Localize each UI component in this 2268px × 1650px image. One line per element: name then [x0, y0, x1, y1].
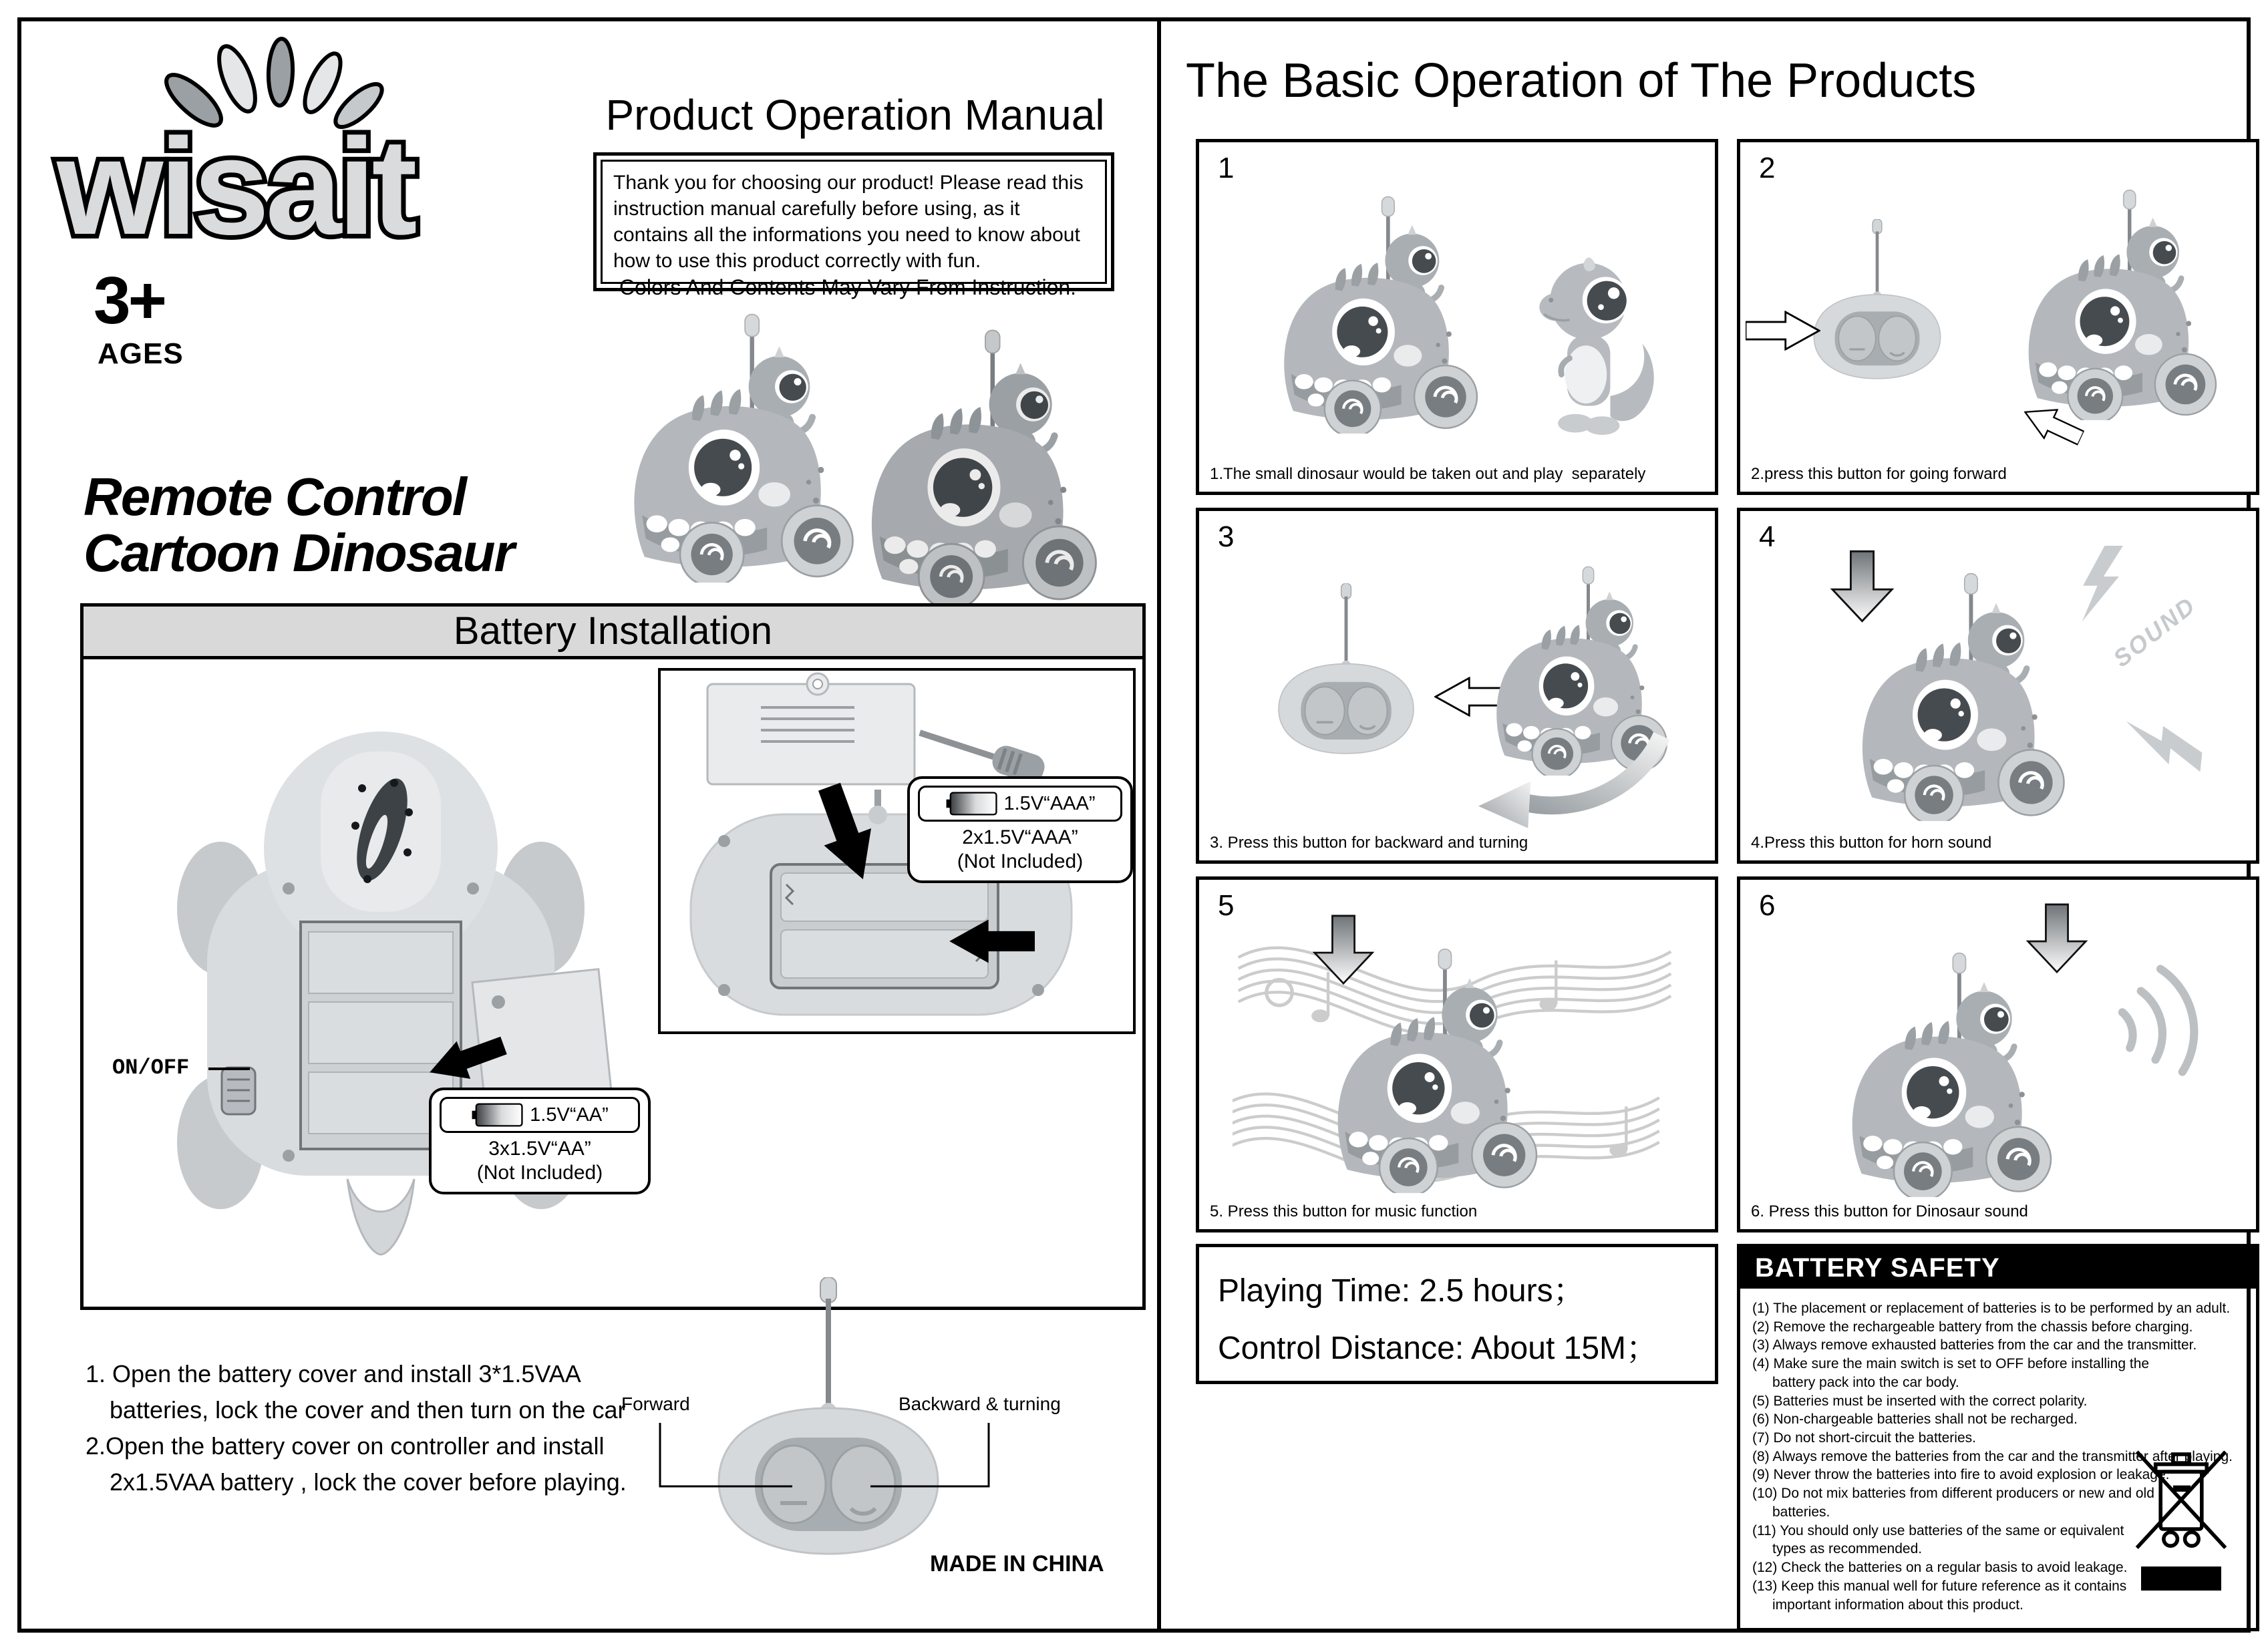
product-title-line1: Remote Control [84, 467, 466, 526]
panel-caption: 3. Press this button for backward and turning [1210, 834, 1528, 852]
battery-safety-item: (2) Remove the rechargeable battery from the chassis before charging. [1752, 1319, 2193, 1335]
product-photo-car-right [858, 329, 1122, 606]
battery-safety-title: BATTERY SAFETY [1740, 1247, 2256, 1289]
remote-illustration [1777, 219, 1977, 385]
age-badge-number: 3+ [94, 263, 165, 338]
panel-caption: 5. Press this button for music function [1210, 1202, 1478, 1220]
operation-panel-3 [1196, 508, 1718, 864]
panel-caption: 6. Press this button for Dinosaur sound [1751, 1202, 2028, 1220]
product-title-line2: Cartoon Dinosaur [84, 523, 514, 583]
panel-caption: 2.press this button for going forward [1751, 465, 2007, 483]
car-battery-label [429, 1088, 651, 1194]
battery-safety-item: (7) Do not short-circuit the batteries. [1752, 1430, 1976, 1446]
battery-safety-item: (10) Do not mix batteries from different producers or new and old batteries. [1752, 1486, 2154, 1520]
operation-panel-5 [1196, 876, 1718, 1232]
weee-black-bar [2141, 1566, 2221, 1591]
battery-icon [471, 1103, 523, 1127]
age-badge-label: AGES [98, 337, 184, 370]
panel-number: 1 [1218, 152, 1235, 184]
dino-car-illustration [1840, 952, 2074, 1197]
lightning-bolt-icon [2120, 715, 2205, 774]
forward-label: Forward [621, 1393, 690, 1414]
operation-panel-4 [1737, 508, 2259, 864]
battery-safety-item: (9) Never throw the batteries into fire to avoid explosion or leakage. [1752, 1467, 2170, 1483]
page-divider [1157, 17, 1161, 1633]
battery-safety-item: (13) Keep this manual well for future reference as it contains important information about this product. [1752, 1578, 2127, 1613]
battery-safety-item: (11) You should only use batteries of the same or equivalent types as recommended. [1752, 1522, 2124, 1557]
dino-car-illustration [2017, 189, 2238, 420]
car-battery-quantity: 3x1.5V“AA” [488, 1138, 591, 1160]
car-battery-cell: 1.5V“AA” [530, 1104, 609, 1126]
product-photo-car-left [621, 313, 878, 583]
on-off-label: ON/OFF [112, 1055, 190, 1080]
brand-logo-text: wisait [57, 110, 414, 263]
intro-box [593, 152, 1114, 291]
product-title [84, 469, 514, 581]
small-dinosaur-illustration [1523, 248, 1657, 440]
panel-number: 5 [1218, 889, 1235, 922]
battery-safety-item: (5) Batteries must be inserted with the correct polarity. [1752, 1393, 2088, 1409]
made-in-china: MADE IN CHINA [930, 1551, 1104, 1577]
battery-safety-item: (8) Always remove the batteries from the car and the transmitter after playing. [1752, 1448, 2233, 1464]
battery-installation-title: Battery Installation [84, 607, 1142, 659]
battery-icon [945, 792, 997, 816]
brand-logo [37, 33, 498, 281]
specs-box [1196, 1244, 1718, 1384]
panel-number: 4 [1759, 520, 1776, 553]
battery-safety-item: (1) The placement or replacement of batteries is to be performed by an adult. [1752, 1301, 2231, 1316]
manual-title: Product Operation Manual [605, 91, 1105, 139]
battery-safety-item: (3) Always remove exhausted batteries from the car and the transmitter. [1752, 1337, 2197, 1353]
weee-crossed-bin-icon [2134, 1448, 2228, 1554]
remote-battery-label [907, 776, 1133, 883]
turning-arrow-icon [1463, 725, 1670, 835]
backward-label: Backward & turning [899, 1393, 1061, 1414]
panel-number: 6 [1759, 889, 1776, 922]
operation-panel-2 [1737, 139, 2259, 495]
remote-battery-quantity: 2x1.5V“AAA” [962, 826, 1078, 848]
car-battery-note: (Not Included) [476, 1162, 603, 1184]
control-distance: Control Distance: About 15M； [1218, 1331, 1658, 1366]
panel-number: 3 [1218, 520, 1235, 553]
remote-battery-note: (Not Included) [957, 850, 1084, 872]
press-down-arrow-icon [1313, 915, 1374, 985]
step-line: batteries, lock the cover and then turn on the car [110, 1396, 626, 1424]
panel-caption: 1.The small dinosaur would be taken out and play separately [1210, 465, 1646, 483]
on-off-leader-line [208, 1067, 250, 1070]
playing-time: Playing Time: 2.5 hours； [1218, 1273, 1585, 1309]
press-arrow-icon [1746, 311, 1820, 351]
basic-operation-title: The Basic Operation of The Products [1186, 54, 1977, 108]
step-line: 2x1.5VAA battery , lock the cover before playing. [110, 1468, 627, 1496]
dino-car-illustration [1273, 196, 1500, 434]
battery-safety-section [1737, 1244, 2259, 1631]
step-line: 1. Open the battery cover and install 3*1.5VAA [86, 1360, 581, 1387]
sound-waves-icon [2098, 941, 2225, 1100]
sound-effect-label: SOUND [2108, 591, 2201, 673]
step-line: 2.Open the battery cover on controller and install [86, 1432, 605, 1460]
remote-leader-lines [573, 1416, 1108, 1523]
remote-battery-cell: 1.5V“AAA” [1003, 792, 1096, 814]
lightning-bolt-icon [2078, 546, 2124, 623]
remote-illustration [1239, 583, 1453, 760]
operation-panel-6 [1737, 876, 2259, 1232]
press-down-arrow-icon [1830, 550, 1894, 623]
variation-note: Colors And Contents May Vary From Instruction. [619, 275, 1077, 299]
battery-safety-item: (4) Make sure the main switch is set to OFF before installing the battery pack into the car body. [1752, 1356, 2150, 1390]
press-down-arrow-icon [2026, 903, 2088, 974]
intro-text: Thank you for choosing our product! Please read this instruction manual carefully before using, as it contains all the informations you need to know about how to use this product correctly with fun. [601, 160, 1107, 284]
panel-number: 2 [1759, 152, 1776, 184]
battery-safety-item: (12) Check the batteries on a regular basis to avoid leakage. [1752, 1560, 2128, 1576]
panel-caption: 4.Press this button for horn sound [1751, 834, 1992, 852]
operation-panel-1 [1196, 139, 1718, 495]
battery-safety-item: (6) Non-chargeable batteries shall not be recharged. [1752, 1412, 2078, 1428]
